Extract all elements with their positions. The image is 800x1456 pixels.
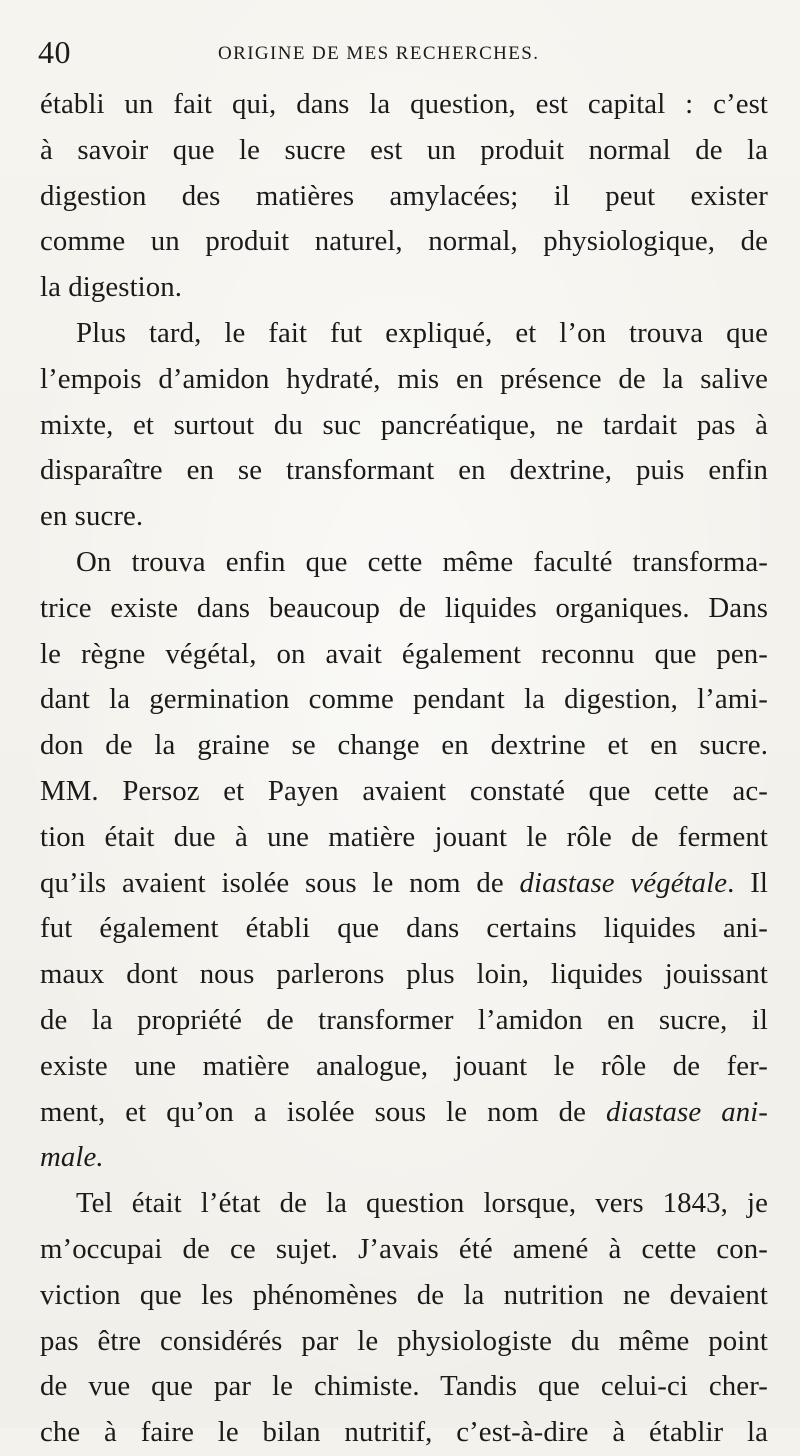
text-line: disparaître en se transformant en dextrine, puis enfin	[40, 454, 768, 487]
text-line: à savoir que le sucre est un produit normal de la	[40, 133, 768, 166]
text-line: dant la germination comme pendant la digestion, l’ami-	[40, 683, 768, 716]
text-line: de vue que par le chimiste. Tandis que celui-ci cher-	[40, 1370, 768, 1403]
page-body	[40, 82, 768, 1456]
page-number: 40	[38, 34, 71, 70]
page-header	[38, 30, 768, 76]
text-line: male.	[40, 1141, 104, 1174]
text-segment: qu’ils avaient isolée sous le nom de	[40, 866, 520, 899]
text-line: la digestion.	[40, 271, 183, 304]
paragraph-4	[40, 1181, 768, 1456]
text-line: Plus tard, le fait fut expliqué, et l’on trouva que	[76, 316, 768, 349]
text-line: viction que les phénomènes de la nutrition ne devaient	[40, 1278, 768, 1311]
text-line: pas être considérés par le physiologiste du même point	[40, 1324, 768, 1357]
text-segment: ment, et qu’on a isolée sous le nom de	[40, 1095, 607, 1128]
text-line: don de la graine se change en dextrine et en sucre.	[40, 729, 768, 762]
paragraph-1	[40, 82, 768, 311]
italic-term: diastase végétale	[519, 866, 728, 899]
text-line: l’empois d’amidon hydraté, mis en présence de la salive	[40, 362, 768, 395]
text-line: comme un produit naturel, normal, physiologique, de	[40, 225, 768, 258]
text-line: m’occupai de ce sujet. J’avais été amené à cette con-	[40, 1232, 768, 1265]
text-line: établi un fait qui, dans la question, est capital : c’est	[40, 88, 768, 120]
running-title: ORIGINE DE MES RECHERCHES.	[218, 43, 540, 64]
text-line: mixte, et surtout du suc pancréatique, ne tardait pas à	[40, 408, 768, 441]
text-line: existe une matière analogue, jouant le rôle de fer-	[40, 1049, 768, 1082]
text-line: digestion des matières amylacées; il peut exister	[40, 179, 768, 212]
paragraph-3	[40, 540, 768, 1181]
text-line: en sucre.	[40, 500, 144, 533]
text-line-with-italic	[40, 861, 768, 907]
text-line: tion était due à une matière jouant le rôle de ferment	[40, 820, 768, 853]
text-line: On trouva enfin que cette même faculté transforma-	[76, 545, 768, 578]
text-line: che à faire le bilan nutritif, c’est-à-dire à établir la	[40, 1416, 768, 1449]
text-line: maux dont nous parlerons plus loin, liquides jouissant	[40, 958, 768, 991]
paragraph-2	[40, 311, 768, 540]
text-line: MM. Persoz et Payen avaient constaté que cette ac-	[40, 774, 768, 807]
text-line: de la propriété de transformer l’amidon en sucre, il	[40, 1003, 768, 1036]
text-line-with-italic	[40, 1090, 768, 1136]
text-line: Tel était l’état de la question lorsque, vers 1843, je	[76, 1187, 768, 1220]
text-line: fut également établi que dans certains liquides ani-	[40, 912, 768, 945]
text-segment: . Il	[727, 866, 769, 899]
text-line: trice existe dans beaucoup de liquides organiques. Dans	[40, 591, 768, 624]
text-line: le règne végétal, on avait également reconnu que pen-	[40, 637, 768, 670]
italic-term: diastase ani-	[606, 1095, 768, 1128]
